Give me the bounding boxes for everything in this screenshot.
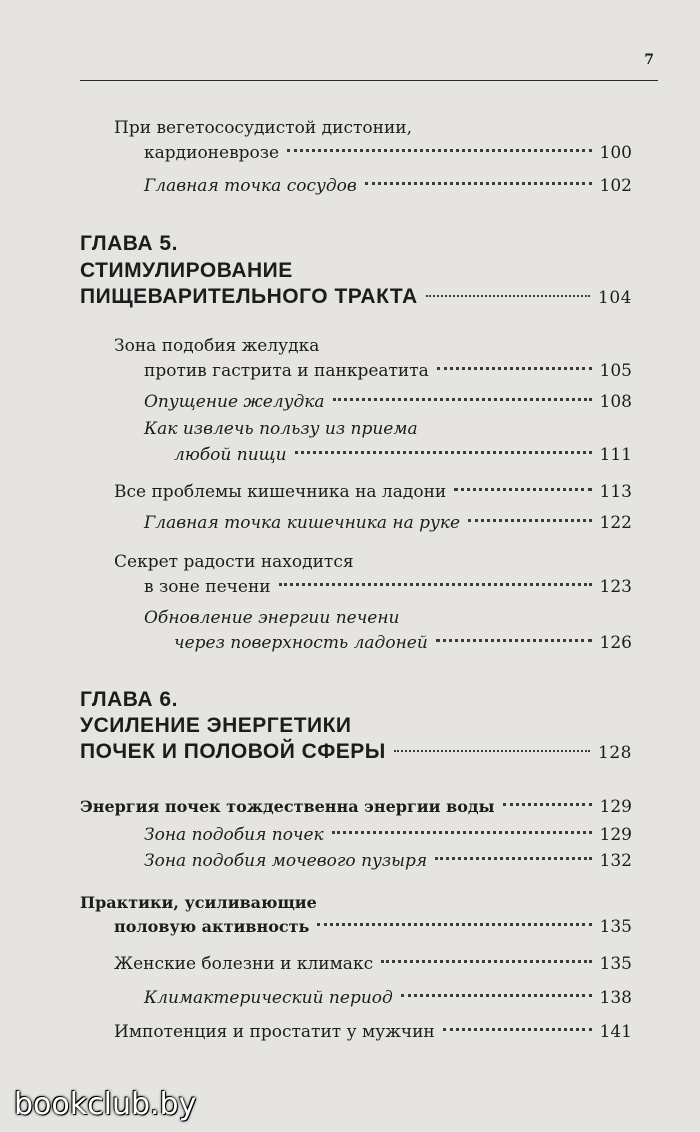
leader-dots xyxy=(381,960,591,963)
toc-entry xyxy=(174,440,632,470)
chapter-heading: ГЛАВА 5. xyxy=(80,232,178,255)
chapter-heading: УСИЛЕНИЕ ЭНЕРГЕТИКИ xyxy=(80,714,352,737)
toc-entry xyxy=(144,356,632,386)
chapter-heading: СТИМУЛИРОВАНИЕ xyxy=(80,259,293,282)
leader-dots xyxy=(437,367,592,370)
toc-page-number: 141 xyxy=(599,1022,632,1042)
leader-dots xyxy=(401,994,592,997)
leader-dots xyxy=(394,750,590,752)
leader-dots xyxy=(435,857,591,860)
toc-page-number: 138 xyxy=(599,988,632,1008)
toc-entry xyxy=(144,572,632,602)
toc-entry-text: Зона подобия желудка xyxy=(114,336,320,356)
toc-entry xyxy=(114,1017,632,1047)
toc-page-number: 108 xyxy=(599,392,632,412)
toc-page-number: 129 xyxy=(599,797,632,817)
leader-dots xyxy=(333,398,592,401)
watermark: bookclub.by xyxy=(14,1087,197,1122)
toc-entry xyxy=(114,949,632,979)
leader-dots xyxy=(426,295,590,297)
toc-entry xyxy=(144,508,632,538)
toc-entry-text: половую активность xyxy=(114,917,310,936)
leader-dots xyxy=(317,923,591,926)
toc-entry-text: через поверхность ладоней xyxy=(174,633,428,653)
toc-entry-text: Климактерический период xyxy=(144,988,393,1008)
leader-dots xyxy=(279,583,592,586)
toc-entry xyxy=(144,846,632,876)
leader-dots xyxy=(436,639,592,642)
toc-entry-text: Главная точка кишечника на руке xyxy=(144,513,461,533)
toc-entry-text: в зоне печени xyxy=(144,577,271,597)
toc-entry-text: Обновление энергии печени xyxy=(144,608,400,628)
toc-chapter-entry xyxy=(80,737,632,767)
toc-page-number: 102 xyxy=(599,176,632,196)
leader-dots xyxy=(503,803,592,806)
leader-dots xyxy=(365,182,592,185)
chapter-title: ПОЧЕК И ПОЛОВОЙ СФЕРЫ xyxy=(80,740,386,763)
toc-entry xyxy=(144,983,632,1013)
toc-page-number: 129 xyxy=(599,825,632,845)
toc-entry xyxy=(174,628,632,658)
toc-entry-text: Как извлечь пользу из приема xyxy=(144,419,418,439)
toc-entry xyxy=(144,138,632,168)
toc-entry-text: Опущение желудка xyxy=(144,392,325,412)
toc-entry xyxy=(114,912,632,942)
toc-page-number: 123 xyxy=(599,577,632,597)
leader-dots xyxy=(287,149,591,152)
chapter-title: ПИЩЕВАРИТЕЛЬНОГО ТРАКТА xyxy=(80,285,418,308)
chapter-heading: ГЛАВА 6. xyxy=(80,688,178,711)
toc-page-number: 128 xyxy=(598,743,632,763)
toc-entry-text: Секрет радости находится xyxy=(114,552,354,572)
toc-entry-text: Женские болезни и климакс xyxy=(114,954,374,974)
toc-entry-text: кардионеврозе xyxy=(144,143,280,163)
toc-entry xyxy=(114,477,632,507)
toc-entry xyxy=(144,171,632,201)
toc-entry xyxy=(80,792,632,822)
toc-page-number: 113 xyxy=(599,482,632,502)
leader-dots xyxy=(332,831,592,834)
toc-page-number: 135 xyxy=(599,917,632,937)
toc-entry-text: Энергия почек тождественна энергии воды xyxy=(80,797,495,816)
toc-page-number: 100 xyxy=(599,143,632,163)
toc-entry xyxy=(144,387,632,417)
leader-dots xyxy=(295,451,592,454)
toc-entry-text: любой пищи xyxy=(174,445,287,465)
toc-page-number: 105 xyxy=(599,361,632,381)
toc-entry-text: Зона подобия почек xyxy=(144,825,324,845)
toc-entry-text: Зона подобия мочевого пузыря xyxy=(144,851,428,871)
toc-page-number: 126 xyxy=(599,633,632,653)
toc-entry-text: против гастрита и панкреатита xyxy=(144,361,429,381)
toc-page-number: 122 xyxy=(599,513,632,533)
toc-page-number: 135 xyxy=(599,954,632,974)
leader-dots xyxy=(454,488,591,491)
toc-entry-text: Практики, усиливающие xyxy=(80,893,317,912)
toc-entry-text: Импотенция и простатит у мужчин xyxy=(114,1022,435,1042)
toc-page-number: 132 xyxy=(599,851,632,871)
toc-page-number: 111 xyxy=(599,445,632,465)
toc-entry-text: Главная точка сосудов xyxy=(144,176,357,196)
leader-dots xyxy=(468,519,591,522)
toc-page-number: 104 xyxy=(598,288,632,308)
toc-entry-text: При вегетососудистой дистонии, xyxy=(114,118,413,138)
toc-entry-text: Все проблемы кишечника на ладони xyxy=(114,482,447,502)
toc-chapter-entry xyxy=(80,282,632,312)
page-number: 7 xyxy=(644,52,654,68)
leader-dots xyxy=(443,1028,592,1031)
